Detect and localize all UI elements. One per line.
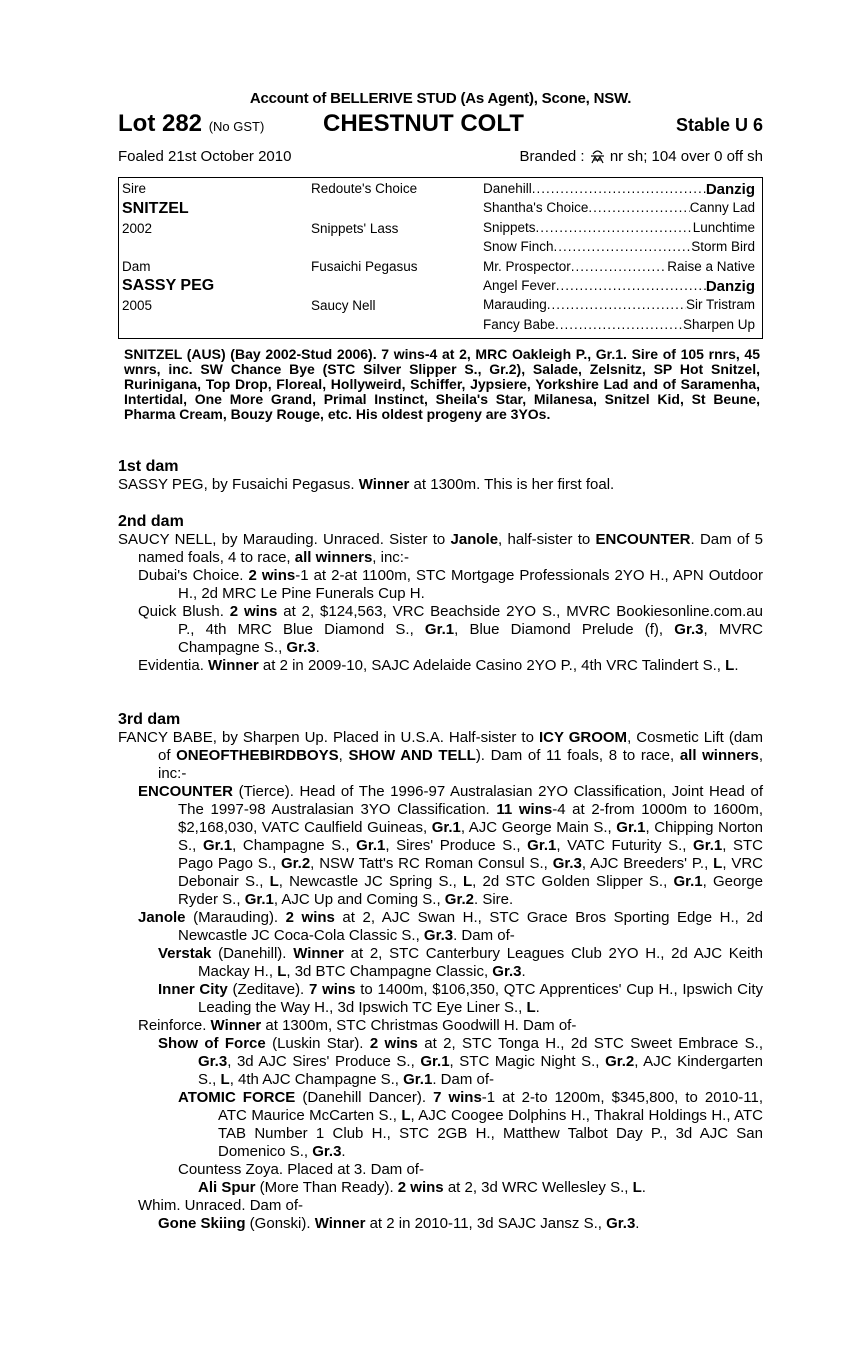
text-run: Gr.3 (286, 639, 316, 656)
ancestor-sire: Canny Lad (689, 200, 755, 215)
text-run: (Marauding). (185, 909, 286, 926)
ancestor-row (483, 278, 755, 295)
progeny-entry (118, 1089, 763, 1161)
sire-dam: Snippets' Lass (311, 221, 399, 236)
text-run: . Dam of- (432, 1071, 494, 1088)
text-run: L (220, 1071, 230, 1088)
second-dam-heading: 2nd dam (118, 513, 184, 530)
third-dam-intro (118, 729, 763, 783)
ancestor-sire: Storm Bird (691, 239, 755, 254)
text-run: , 3d BTC Champagne Classic, (286, 963, 493, 980)
text-run: -4 at 2-from 1000m to 1600m, $2,168,030, VATC Caulfield Guineas, (178, 801, 763, 836)
dam-name: SASSY PEG (122, 277, 215, 294)
sire-sire: Redoute's Choice (311, 181, 418, 196)
progeny-entry (118, 657, 763, 675)
text-run: L (725, 657, 735, 674)
text-run: (Gonski). (245, 1215, 315, 1232)
progeny-entry (118, 1035, 763, 1089)
ancestor-row (483, 297, 755, 312)
brand-mark-icon (589, 148, 606, 164)
text-run: Gr.1 (403, 1071, 433, 1088)
text-run: Whim. Unraced. Dam of- (138, 1197, 304, 1214)
text-run: , AJC George Main S., (460, 819, 617, 836)
ancestor-name: Mr. Prospector (483, 259, 571, 274)
ancestor-row (483, 181, 755, 198)
text-run: . (734, 657, 739, 674)
text-run: . (535, 999, 540, 1016)
first-dam-text (118, 476, 763, 494)
text-run: to 1400m, $106,350, QTC Apprentices' Cup H., Ipswich City Leading the Way H., 3d Ipswich TC Eye Liner S., (198, 981, 763, 1016)
text-run: at 2 in 2010-11, 3d SAJC Jansz S., (365, 1215, 607, 1232)
text-run: at 1300m. This is her first foal. (409, 476, 615, 493)
progeny-entry (118, 783, 763, 909)
progeny-entry (118, 1017, 763, 1035)
text-run: Show of Force (158, 1035, 266, 1052)
brand-info (519, 148, 763, 165)
text-run: 2 wins (397, 1179, 444, 1196)
text-run: Reinforce. (138, 1017, 211, 1034)
text-run: , half-sister to (498, 531, 596, 548)
text-run: , Newcastle JC Spring S., (278, 873, 463, 890)
text-run: 2 wins (248, 567, 296, 584)
text-run: Gr.1 (527, 837, 557, 854)
text-run: Gr.1 (244, 891, 274, 908)
text-run: at 2, 3d WRC Wellesley S., (443, 1179, 633, 1196)
text-run: FANCY BABE, by Sharpen Up. Placed in U.S.A. Half-sister to (118, 729, 539, 746)
text-run: , Chipping Norton S., (178, 819, 764, 854)
text-run: (Danehill Dancer). (295, 1089, 434, 1106)
ancestor-name: Snow Finch (483, 239, 554, 254)
text-run: , George Ryder S., (178, 873, 763, 908)
text-run: Gr.1 (424, 621, 455, 638)
text-run: SAUCY NELL, by Marauding. Unraced. Sister to (118, 531, 451, 548)
stable-location: Stable U 6 (675, 115, 763, 135)
progeny-entry (118, 909, 763, 945)
text-run: . (341, 1143, 346, 1160)
text-run: , AJC Coogee Dolphins H., Thakral Holdings H., ATC TAB Number 1 Club H., STC 2GB H., Matthew Talbot Day P., 3d AJC San Domenico S., (218, 1107, 764, 1160)
text-run: . Dam of 5 named foals, 4 to race, (138, 531, 763, 566)
progeny-entry (118, 603, 763, 657)
text-run: Gr.1 (420, 1053, 450, 1070)
text-run: Winner (314, 1215, 366, 1232)
text-run: Winner (358, 476, 410, 493)
dam-year: 2005 (122, 298, 153, 313)
ancestor-row (483, 200, 755, 215)
dam-sire: Fusaichi Pegasus (311, 259, 418, 274)
text-run: , 3d AJC Sires' Produce S., (227, 1053, 421, 1070)
progeny-entry (118, 1215, 763, 1233)
sire-label: Sire (122, 181, 147, 196)
sire-year: 2002 (122, 221, 153, 236)
text-run: . (521, 963, 526, 980)
text-run: 11 wins (496, 801, 553, 818)
second-dam-intro (118, 531, 763, 567)
ancestor-sire: Danzig (705, 278, 755, 295)
text-run: -1 at 2-at 1100m, STC Mortgage Professionals 2YO H., APN Outdoor H., 2d MRC Le Pine Funerals Cup H. (178, 567, 763, 602)
text-run: Gr.3 (606, 1215, 636, 1232)
gst-note: (No GST) (208, 119, 265, 134)
text-run: ENCOUNTER (138, 783, 234, 800)
ancestor-name: Snippets (483, 220, 536, 235)
text-run: Gr.1 (693, 837, 723, 854)
text-run: Gone Skiing (158, 1215, 246, 1232)
text-run: , MVRC Champagne S., (178, 621, 763, 656)
text-run: , Champagne S., (232, 837, 357, 854)
text-run: Winner (208, 657, 259, 674)
text-run: 7 wins (433, 1089, 482, 1106)
ancestor-row (483, 239, 755, 254)
text-run: all winners (294, 549, 373, 566)
dam-dam: Saucy Nell (311, 298, 376, 313)
text-run: all winners (679, 747, 759, 764)
ancestor-name: Shantha's Choice (483, 200, 589, 215)
text-run: (More Than Ready). (255, 1179, 398, 1196)
text-run: L (526, 999, 536, 1016)
text-run: SHOW AND TELL (348, 747, 476, 764)
progeny-entry (118, 567, 763, 603)
text-run: , inc:- (372, 549, 409, 566)
text-run: L (632, 1179, 642, 1196)
text-run: at 2, $124,563, VRC Beachside 2YO S., MVRC Bookiesonline.com.au P., 4th MRC Blue Diamond S., (178, 603, 763, 638)
text-run: (Zeditave). (227, 981, 309, 998)
text-run: Inner City (158, 981, 228, 998)
text-run: L (277, 963, 287, 980)
dam-label: Dam (122, 259, 151, 274)
progeny-entry (118, 945, 763, 981)
ancestor-row (483, 317, 755, 332)
text-run: 2 wins (285, 909, 335, 926)
text-run: Gr.2 (444, 891, 474, 908)
text-run: Janole (450, 531, 499, 548)
text-run: Gr.2 (280, 855, 311, 872)
text-run: , inc:- (158, 747, 763, 782)
text-run: , Blue Diamond Prelude (f), (454, 621, 675, 638)
pedigree-table (118, 177, 763, 339)
text-run: Quick Blush. (138, 603, 230, 620)
text-run: 2 wins (229, 603, 278, 620)
ancestor-sire: Sharpen Up (682, 317, 755, 332)
text-run: at 1300m, STC Christmas Goodwill H. Dam of- (261, 1017, 577, 1034)
progeny-entry (118, 1197, 763, 1215)
progeny-entry (118, 981, 763, 1017)
first-dam-heading: 1st dam (118, 458, 179, 475)
text-run: (Luskin Star). (265, 1035, 370, 1052)
text-run: Gr.3 (492, 963, 522, 980)
text-run: L (462, 873, 473, 890)
lot-label: Lot 282 (118, 110, 203, 137)
third-dam-section (118, 711, 763, 1233)
text-run: . (635, 1215, 640, 1232)
ancestor-sire: Lunchtime (692, 220, 755, 235)
sire-summary: SNITZEL (AUS) (Bay 2002-Stud 2006). 7 wins-4 at 2, MRC Oakleigh P., Gr.1. Sire of 105 rnrs, 45 wnrs, inc. SW Chance Bye (STC Silver Slipper S., Gr.2), Salade, Zelsnitz, SP Hot Snitzel, Rurinigana, Top Drop, Floreal, Hollyweird, Schiffer, Jypsiere, Yorkshire Lad and of Saramenha, Intertidal, One More Grand, Primal Instinct, Sheila's Star, Milanesa, Snitzel Kid, St Beune, Pharma Cream, Bouzy Rouge, etc. His oldest progeny are 3YOs. (124, 346, 760, 422)
text-run: , STC Magic Night S., (449, 1053, 606, 1070)
text-run: ICY GROOM (538, 729, 628, 746)
ancestor-sire: Raise a Native (667, 259, 755, 274)
text-run: Gr.3 (312, 1143, 342, 1160)
text-run: L (713, 855, 723, 872)
text-run: , AJC Up and Coming S., (273, 891, 445, 908)
horse-description: CHESTNUT COLT (323, 110, 524, 137)
text-run: 7 wins (309, 981, 356, 998)
text-run: ENCOUNTER (595, 531, 691, 548)
text-run: at 2 in 2009-10, SAJC Adelaide Casino 2YO P., 4th VRC Talindert S., (258, 657, 726, 674)
ancestor-sire: Danzig (705, 181, 755, 198)
progeny-entry (118, 1179, 763, 1197)
text-run: L (269, 873, 279, 890)
text-run: at 2, STC Tonga H., 2d STC Sweet Embrace S., (417, 1035, 764, 1052)
text-run: SASSY PEG, by Fusaichi Pegasus. (118, 476, 359, 493)
text-run: Dubai's Choice. (138, 567, 249, 584)
text-run: Gr.1 (673, 873, 703, 890)
ancestor-row (483, 220, 755, 235)
text-run: Gr.1 (616, 819, 646, 836)
progeny-entry (118, 1161, 763, 1179)
text-run: (Tierce). Head of The 1996-97 Australasian 2YO Classification, Joint Head of The 1997-98 Australasian 3YO Classification. (178, 783, 763, 818)
text-run: , AJC Kindergarten S., (198, 1053, 764, 1088)
lot-line (118, 110, 763, 140)
text-run: Gr.3 (423, 927, 454, 944)
second-dam-section (118, 513, 763, 675)
text-run: Gr.2 (605, 1053, 635, 1070)
text-run: L (401, 1107, 411, 1124)
text-run: , AJC Breeders' P., (581, 855, 714, 872)
text-run: at 2, AJC Swan H., STC Grace Bros Sporting Edge H., 2d Newcastle JC Coca-Cola Classic S., (178, 909, 764, 944)
ancestor-row (483, 259, 755, 274)
text-run: , Sires' Produce S., (385, 837, 528, 854)
text-run: , (338, 747, 349, 764)
text-run: . Sire. (473, 891, 514, 908)
text-run: , Cosmetic Lift (dam of (158, 729, 763, 764)
text-run: Verstak (158, 945, 212, 962)
text-run: ). Dam of 11 foals, 8 to race, (475, 747, 680, 764)
text-run: , 4th AJC Champagne S., (229, 1071, 404, 1088)
lot-number (118, 110, 264, 138)
text-run: , NSW Tatt's RC Roman Consul S., (310, 855, 553, 872)
text-run: Janole (138, 909, 186, 926)
ancestor-sire: Sir Tristram (686, 297, 755, 312)
text-run: , VATC Futurity S., (556, 837, 694, 854)
text-run: Gr.3 (674, 621, 704, 638)
text-run: ONEOFTHEBIRDBOYS (176, 747, 339, 764)
text-run: Gr.3 (198, 1053, 228, 1070)
text-run: at 2, STC Canterbury Leagues Club 2YO H., 2d AJC Keith Mackay H., (198, 945, 763, 980)
ancestor-name: Marauding (483, 297, 547, 312)
text-run: Evidentia. (138, 657, 209, 674)
text-run: Gr.1 (356, 837, 386, 854)
text-run: Gr.1 (431, 819, 461, 836)
text-run: Winner (293, 945, 344, 962)
ancestor-name: Fancy Babe (483, 317, 556, 332)
foaled-date: Foaled 21st October 2010 (118, 148, 292, 165)
text-run: 2 wins (369, 1035, 418, 1052)
text-run: Gr.1 (202, 837, 233, 854)
sire-name: SNITZEL (122, 200, 189, 217)
text-run: . (315, 639, 320, 656)
text-run: ATOMIC FORCE (178, 1089, 296, 1106)
text-run: . (641, 1179, 646, 1196)
third-dam-heading: 3rd dam (118, 711, 181, 728)
text-run: Countess Zoya. Placed at 3. Dam of- (178, 1161, 424, 1178)
text-run: -1 at 2-to 1200m, $345,800, to 2010-11, ATC Maurice McCarten S., (218, 1089, 763, 1124)
vendor-account: Account of BELLERIVE STUD (As Agent), Scone, NSW. (249, 90, 632, 107)
brand-text: nr sh; 104 over 0 off sh (609, 148, 763, 165)
text-run: (Danehill). (211, 945, 294, 962)
text-run: , 2d STC Golden Slipper S., (472, 873, 674, 890)
ancestor-name: Angel Fever (483, 278, 556, 293)
text-run: Gr.3 (552, 855, 582, 872)
first-dam-section (118, 458, 763, 494)
text-run: , VRC Debonair S., (178, 855, 764, 890)
text-run: Ali Spur (198, 1179, 256, 1196)
text-run: . Dam of- (453, 927, 515, 944)
text-run: , STC Pago Pago S., (178, 837, 763, 872)
ancestor-name: Danehill (483, 181, 532, 196)
text-run: Winner (210, 1017, 262, 1034)
brand-prefix: Branded : (519, 148, 585, 165)
